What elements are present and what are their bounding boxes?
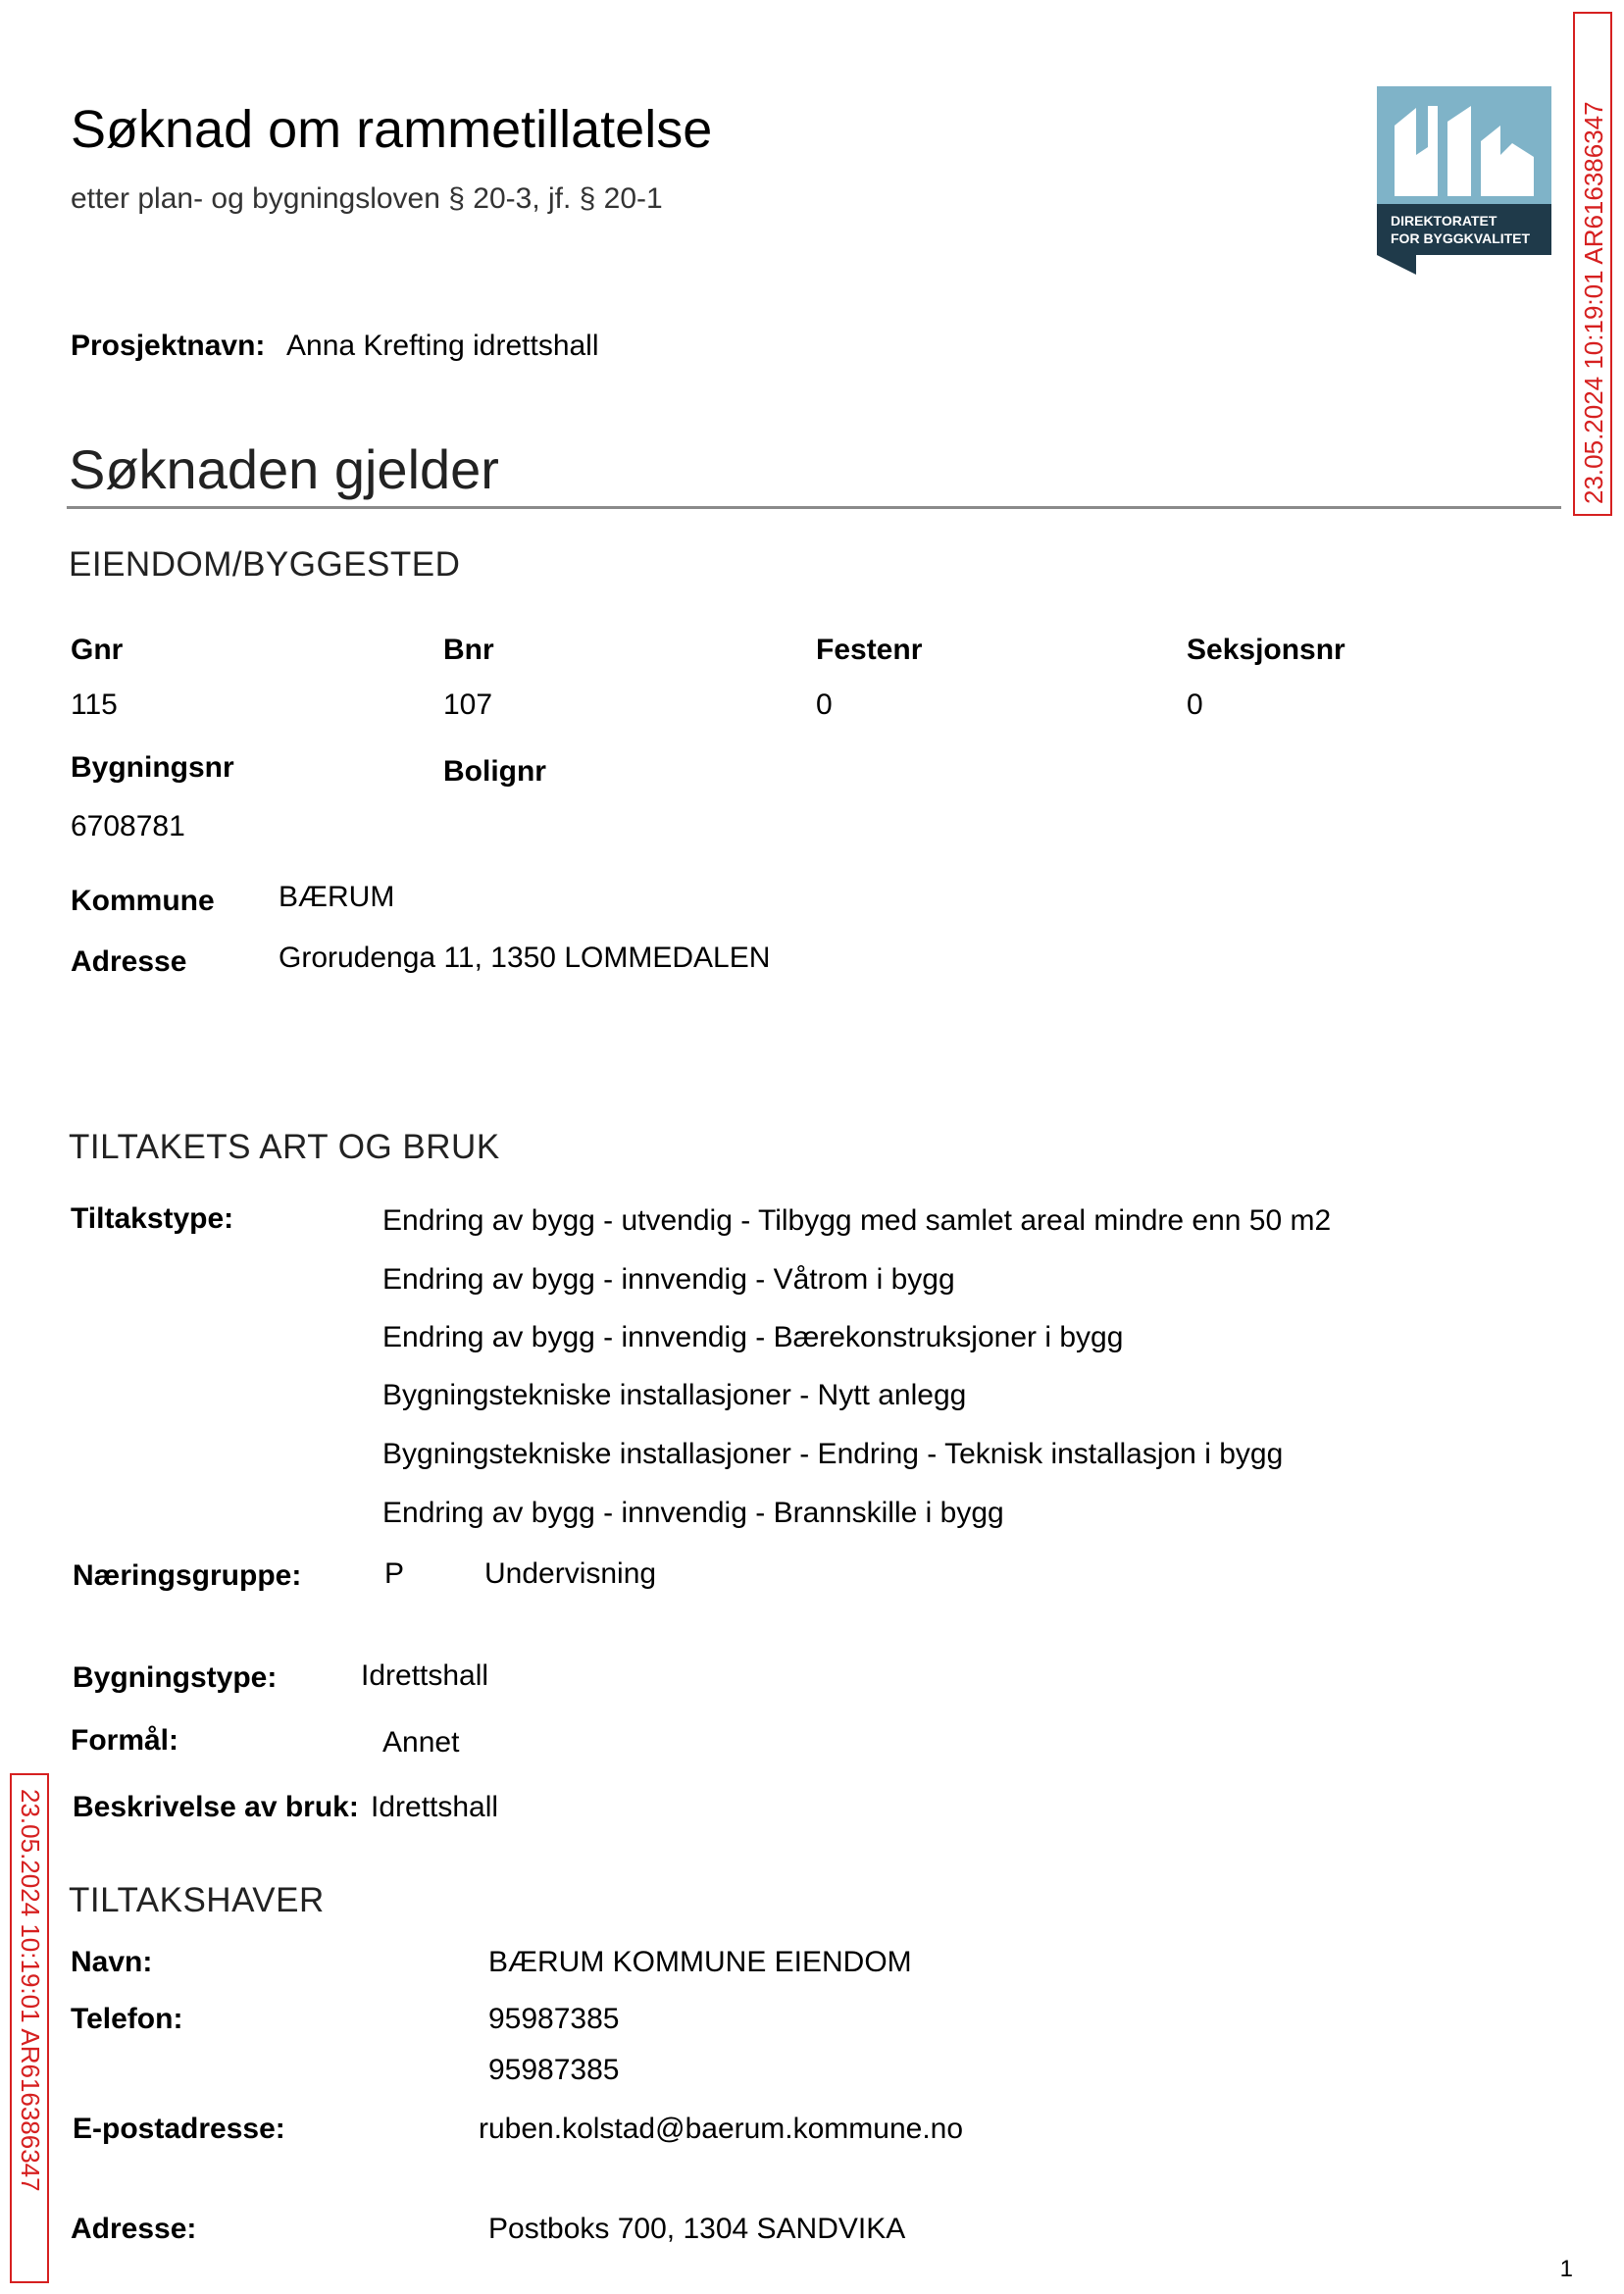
logo-graphic [1377,86,1551,275]
stamp-left [10,1773,49,2283]
tiltakstype-item: Endring av bygg - innvendig - Brannskille i bygg [382,1497,1004,1529]
logo-text-1: DIREKTORATET [1391,213,1497,229]
tiltakshaver-adresse-label: Adresse: [71,2213,197,2245]
epost-label: E-postadresse: [73,2113,285,2145]
bygningstype-value: Idrettshall [361,1659,489,1692]
gnr-label: Gnr [71,634,124,666]
telefon-value-1: 95987385 [488,2003,620,2035]
tiltakstype-item: Endring av bygg - innvendig - Våtrom i bygg [382,1263,955,1296]
epost-value: ruben.kolstad@baerum.kommune.no [479,2113,964,2145]
bruk-label: Beskrivelse av bruk: [73,1791,359,1823]
stamp-right-text: 23.05.2024 10:19:01 AR616386347 [1579,101,1608,504]
bygningsnr-value: 6708781 [71,810,185,842]
heading-eiendom: EIENDOM/BYGGESTED [69,545,461,584]
naering-value: Undervisning [484,1557,657,1590]
tiltakstype-item: Bygningstekniske installasjoner - Endring - Teknisk installasjon i bygg [382,1438,1284,1470]
section-divider [67,506,1561,509]
tiltakstype-item: Bygningstekniske installasjoner - Nytt anlegg [382,1379,967,1411]
adresse-label: Adresse [71,945,187,978]
project-label: Prosjektnavn: [71,330,266,362]
telefon-value-2: 95987385 [488,2054,620,2086]
tiltakshaver-adresse-value: Postboks 700, 1304 SANDVIKA [488,2213,906,2245]
bygningsnr-label: Bygningsnr [71,751,234,784]
bnr-label: Bnr [443,634,494,666]
gnr-value: 115 [71,688,118,721]
stamp-right [1573,12,1612,516]
heading-tiltakshaver: TILTAKSHAVER [69,1881,325,1919]
kommune-value: BÆRUM [279,881,395,913]
navn-value: BÆRUM KOMMUNE EIENDOM [488,1946,912,1978]
bygningstype-label: Bygningstype: [73,1661,278,1694]
formal-label: Formål: [71,1724,179,1757]
adresse-value: Grorudenga 11, 1350 LOMMEDALEN [279,942,771,974]
navn-label: Navn: [71,1946,153,1978]
formal-value: Annet [382,1726,460,1759]
page-number: 1 [1559,2256,1573,2282]
document-subtitle: etter plan- og bygningsloven § 20-3, jf. § 20-1 [71,182,663,215]
stamp-left-text: 23.05.2024 10:19:01 AR616386347 [16,1789,45,2192]
naering-code: P [384,1557,405,1590]
tiltakstype-label: Tiltakstype: [71,1202,234,1235]
seksjonsnr-value: 0 [1187,688,1203,721]
festenr-value: 0 [816,688,833,721]
section-heading-soknaden: Søknaden gjelder [69,438,499,500]
bolignr-label: Bolignr [443,755,546,788]
heading-tiltak: TILTAKETS ART OG BRUK [69,1128,500,1166]
dibk-logo [1377,86,1551,275]
naering-label: Næringsgruppe: [73,1559,302,1592]
bruk-value: Idrettshall [371,1791,499,1823]
project-value: Anna Krefting idrettshall [286,330,599,362]
document-title: Søknad om rammetillatelse [71,100,713,159]
tiltakstype-item: Endring av bygg - utvendig - Tilbygg med samlet areal mindre enn 50 m2 [382,1204,1332,1237]
seksjonsnr-label: Seksjonsnr [1187,634,1345,666]
telefon-label: Telefon: [71,2003,183,2035]
tiltakstype-item: Endring av bygg - innvendig - Bærekonstruksjoner i bygg [382,1321,1124,1353]
festenr-label: Festenr [816,634,923,666]
logo-text-2: FOR BYGGKVALITET [1391,230,1531,246]
kommune-label: Kommune [71,885,215,917]
bnr-value: 107 [443,688,493,721]
